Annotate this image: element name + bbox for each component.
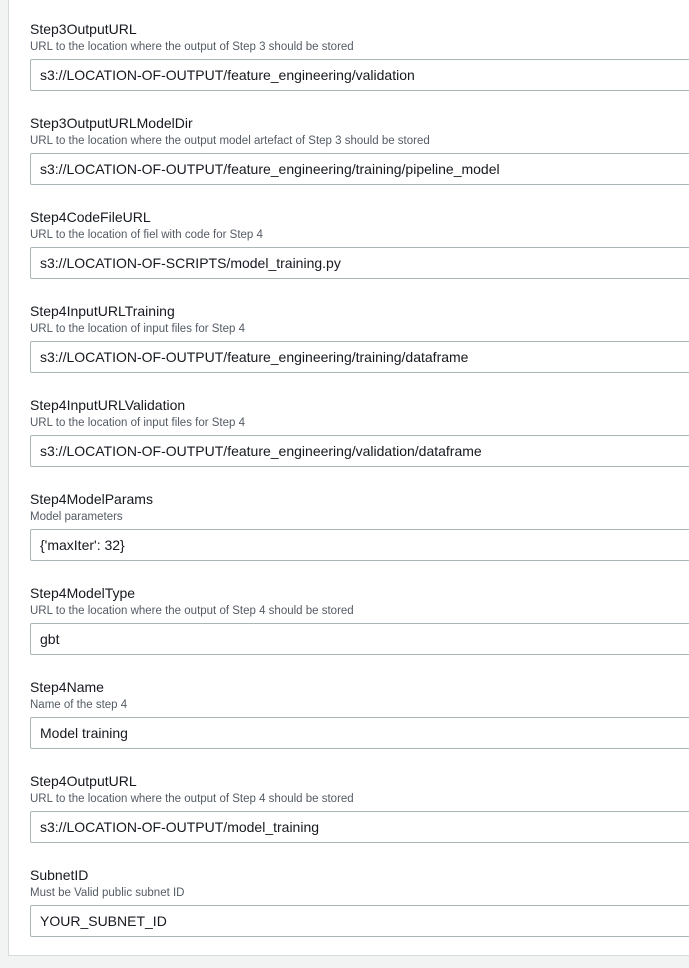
parameter-description: Name of the step 4: [30, 699, 128, 711]
parameter-description: URL to the location where the output of Step 4 should be stored: [30, 605, 354, 617]
parameter-step3-output-url: [30, 0, 689, 94]
parameter-label: Step4InputURLValidation: [30, 397, 186, 413]
step3-output-url-input[interactable]: [30, 59, 689, 91]
parameter-label: Step4ModelParams: [30, 491, 153, 507]
parameter-step4-name: [30, 658, 689, 752]
parameter-label: Step3OutputURLModelDir: [30, 115, 193, 131]
parameter-description: URL to the location where the output of Step 3 should be stored: [30, 41, 354, 53]
step4-output-url-input[interactable]: [30, 811, 689, 843]
step4-input-url-validation-input[interactable]: [30, 435, 689, 467]
parameter-label: Step4CodeFileURL: [30, 209, 151, 225]
parameter-description: URL to the location of input files for Step 4: [30, 417, 246, 429]
parameter-step4-code-file-url: [30, 188, 689, 282]
parameter-description: Model parameters: [30, 511, 123, 523]
step4-model-params-input[interactable]: [30, 529, 689, 561]
parameter-description: Must be Valid public subnet ID: [30, 887, 185, 899]
step3-output-url-model-dir-input[interactable]: [30, 153, 689, 185]
parameter-step4-input-url-training: [30, 282, 689, 376]
parameter-step4-model-type: [30, 564, 689, 658]
parameters-panel: [8, 0, 689, 956]
parameter-subnet-id: [30, 846, 689, 940]
parameter-description: URL to the location where the output model artefact of Step 3 should be stored: [30, 135, 430, 147]
parameter-step3-output-url-model-dir: [30, 94, 689, 188]
parameter-label: Step3OutputURL: [30, 21, 137, 37]
parameter-step4-model-params: [30, 470, 689, 564]
parameter-step4-input-url-validation: [30, 376, 689, 470]
parameter-label: Step4ModelType: [30, 585, 136, 601]
step4-name-input[interactable]: [30, 717, 689, 749]
parameter-description: URL to the location where the output of Step 4 should be stored: [30, 793, 354, 805]
parameter-step4-output-url: [30, 752, 689, 846]
parameter-description: URL to the location of fiel with code for Step 4: [30, 229, 263, 241]
parameter-label: Step4InputURLTraining: [30, 303, 175, 319]
step4-input-url-training-input[interactable]: [30, 341, 689, 373]
parameter-description: URL to the location of input files for Step 4: [30, 323, 246, 335]
parameter-label: Step4Name: [30, 679, 104, 695]
step4-code-file-url-input[interactable]: [30, 247, 689, 279]
parameter-label: Step4OutputURL: [30, 773, 137, 789]
step4-model-type-input[interactable]: [30, 623, 689, 655]
subnet-id-input[interactable]: [30, 905, 689, 937]
parameter-label: SubnetID: [30, 867, 89, 883]
